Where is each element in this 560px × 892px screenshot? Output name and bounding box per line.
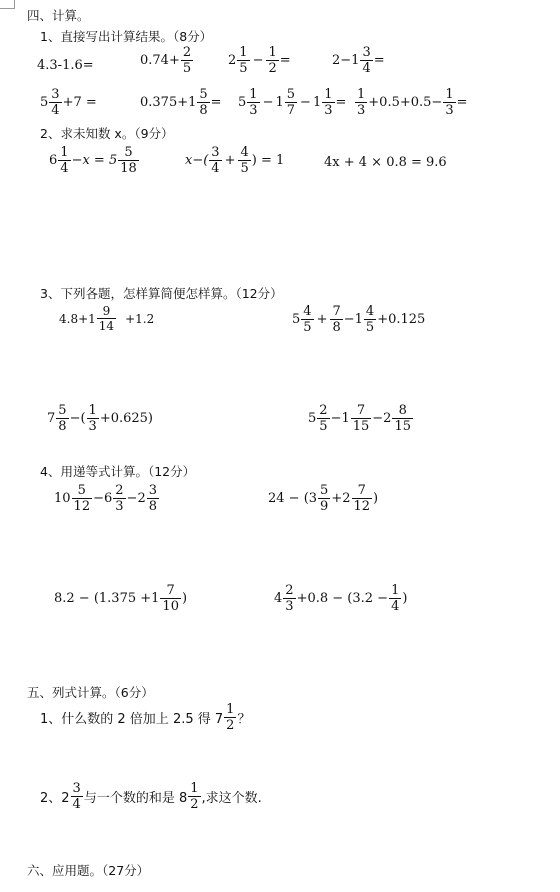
fraction: $\frac{1}{5}$ [239, 45, 248, 76]
section-6-title: 六、应用题。（27分） [27, 863, 150, 878]
q1-expr-7: 5 $\frac{1}{3}$ − 1 $\frac{5}{7}$ − 1 $\frac{1}{3}$ = [238, 87, 347, 118]
fraction: $\frac{7}{12}$ [353, 483, 371, 514]
fraction: $\frac{2}{3}$ [285, 583, 294, 614]
fraction: $\frac{5}{7}$ [286, 87, 296, 118]
fraction: $\frac{7}{8}$ [332, 304, 341, 335]
q4-expr-1: 10 $\frac{5}{12}$ −6 $\frac{2}{3}$ −2 $\frac{3}{8}$ [54, 483, 157, 514]
q3-expr-3: 7 $\frac{5}{8}$ −( $\frac{1}{3}$ +0.625) [47, 403, 153, 434]
q1-expr-5: 5 $\frac{3}{4}$ +7 = [40, 87, 97, 118]
q1-expr-8: $\frac{1}{3}$ +0.5+0.5− $\frac{1}{3}$ = [357, 87, 468, 118]
fraction: $\frac{1}{2}$ [190, 781, 199, 812]
fraction: $\frac{3}{4}$ [362, 45, 371, 76]
q2-title: 2、求未知数 x。（9分） [40, 126, 174, 141]
section-4-title: 四、计算。 [27, 8, 90, 23]
fraction: $\frac{5}{12}$ [73, 483, 91, 514]
q4-expr-2: 24 − (3 $\frac{5}{9}$ +2 $\frac{7}{12}$ ) [268, 483, 379, 514]
fraction: $\frac{9}{14}$ [98, 304, 115, 333]
q1-expr-6: 0.375+ 1 $\frac{5}{8}$ = [140, 87, 222, 118]
q1-expr-3: 2 $\frac{1}{5}$ − $\frac{1}{2}$ = [228, 45, 291, 76]
q4-title: 4、用递等式计算。（12分） [40, 464, 196, 479]
q2-expr-2: x−( $\frac{3}{4}$ + $\frac{4}{5}$ ) = 1 [185, 145, 285, 176]
fraction: $\frac{5}{8}$ [199, 87, 208, 118]
fraction: $\frac{1}{3}$ [249, 87, 258, 118]
q4-expr-3: 8.2 − (1.375 +1 $\frac{7}{10}$ ) [54, 583, 188, 614]
expr-text: 0.74+ [140, 53, 180, 68]
fraction: $\frac{2}{3}$ [115, 483, 124, 514]
fraction: $\frac{2}{5}$ [182, 45, 192, 76]
fraction: $\frac{1}{3}$ [324, 87, 333, 118]
fraction: $\frac{3}{8}$ [148, 483, 157, 514]
fraction: $\frac{4}{5}$ [303, 304, 312, 335]
fraction: $\frac{1}{3}$ [445, 87, 454, 118]
q2-expr-1: 6 $\frac{1}{4}$ −x = 5 $\frac{5}{18}$ [49, 145, 137, 176]
q3-expr-1: 4.8+1 $\frac{9}{14}$ +1.2 [59, 304, 155, 333]
fraction: $\frac{1}{3}$ [357, 87, 366, 118]
fraction: $\frac{4}{5}$ [365, 304, 375, 335]
fraction: $\frac{1}{4}$ [60, 145, 69, 176]
sec5-q2: 2、2 $\frac{3}{4}$ 与一个数的和是 8 $\frac{1}{2}$ ,求这个数. [40, 781, 262, 812]
fraction: $\frac{4}{5}$ [240, 145, 249, 176]
fraction: $\frac{1}{3}$ [88, 403, 97, 434]
fraction: $\frac{3}{4}$ [211, 145, 220, 176]
fraction: $\frac{1}{2}$ [268, 45, 277, 76]
q3-expr-4: 5 $\frac{2}{5}$ −1 $\frac{7}{15}$ −2 $\frac{8}{15}$ [308, 403, 411, 434]
fraction: $\frac{8}{15}$ [394, 403, 411, 434]
page-corner-mark [0, 0, 15, 9]
q1-expr-4: 2− 1 $\frac{3}{4}$ = [332, 45, 385, 76]
q2-expr-3: 4x + 4 × 0.8 = 9.6 [324, 155, 447, 170]
fraction: $\frac{7}{15}$ [352, 403, 370, 434]
fraction: $\frac{5}{18}$ [120, 145, 137, 176]
fraction: $\frac{5}{9}$ [320, 483, 329, 514]
q1-title: 1、直接写出计算结果。（8分） [40, 29, 213, 44]
q3-title: 3、下列各题，怎样算简便怎样算。（12分） [40, 286, 283, 301]
fraction: $\frac{3}{4}$ [51, 87, 60, 118]
q4-expr-4: 4 $\frac{2}{3}$ +0.8 − (3.2 − $\frac{1}{4}$ ) [274, 583, 408, 614]
section-5-title: 五、列式计算。（6分） [27, 685, 154, 700]
q1-expr-1 [37, 58, 94, 73]
fraction: $\frac{5}{8}$ [58, 403, 67, 434]
fraction: $\frac{3}{4}$ [72, 781, 81, 812]
q3-expr-2: 5 $\frac{4}{5}$ + $\frac{7}{8}$ −1 $\frac{4}{5}$ +0.125 [292, 304, 426, 335]
fraction: $\frac{2}{5}$ [319, 403, 328, 434]
q1-expr-2 [140, 46, 194, 75]
fraction: $\frac{7}{10}$ [162, 583, 179, 614]
expr-text: 4.3-1.6= [37, 58, 94, 73]
fraction: $\frac{1}{4}$ [391, 583, 400, 614]
fraction: $\frac{1}{2}$ [226, 702, 235, 733]
sec5-q1: 1、什么数的 2 倍加上 2.5 得 7 $\frac{1}{2}$ ？ [40, 702, 251, 733]
